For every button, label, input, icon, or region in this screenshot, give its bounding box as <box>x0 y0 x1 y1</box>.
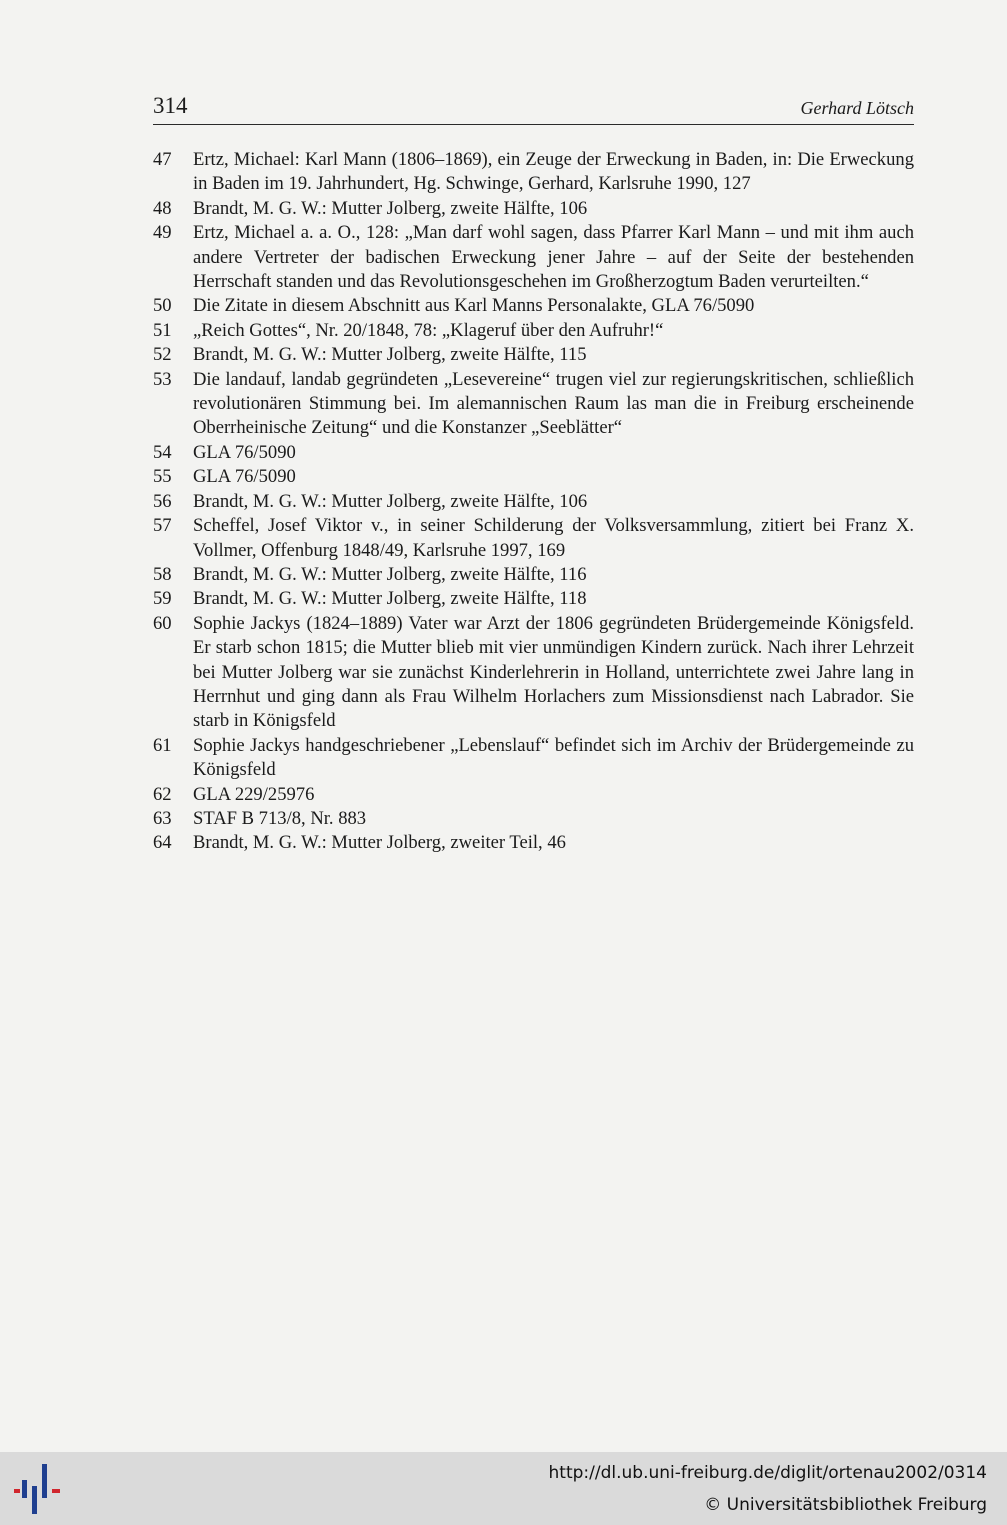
footnote-number: 55 <box>153 466 172 488</box>
footnote <box>153 197 914 221</box>
footnote <box>153 221 914 294</box>
footnote-text: STAF B 713/8, Nr. 883 <box>193 807 367 829</box>
footnote-list <box>153 148 914 856</box>
footnote-text: Brandt, M. G. W.: Mutter Jolberg, zweite Hälfte, 115 <box>193 344 587 366</box>
footnote-text: Ertz, Michael a. a. O., 128: „Man darf wohl sagen, dass Pfarrer Karl Mann – und mit ihm auch andere Vertreter der badischen Erweckung jener Jahre – auf der Seite der bestehenden Herrschaft standen und das Revolutionsgeschehen im Großherzogtum Baden verurteilten.“ <box>193 222 914 293</box>
footnote-text: Brandt, M. G. W.: Mutter Jolberg, zweite Hälfte, 116 <box>193 563 587 585</box>
footnote <box>153 563 914 587</box>
footnote-number: 56 <box>153 490 172 512</box>
library-footer <box>0 1452 1007 1525</box>
running-head: Gerhard Lötsch <box>800 98 914 118</box>
footnote <box>153 294 914 318</box>
footnote-text: Scheffel, Josef Viktor v., in seiner Schilderung der Volksversammlung, zitiert bei Franz X. Vollmer, Offenburg 1848/49, Karlsruhe 1997, 169 <box>193 515 914 561</box>
footnote-text: Ertz, Michael: Karl Mann (1806–1869), ein Zeuge der Erweckung in Baden, in: Die Erweckung in Baden im 19. Jahrhundert, Hg. Schwinge, Gerhard, Karlsruhe 1990, 127 <box>193 149 914 195</box>
footnote-text: Die Zitate in diesem Abschnitt aus Karl Manns Personalakte, GLA 76/5090 <box>193 295 755 317</box>
footnote-text: Sophie Jackys handgeschriebener „Lebenslauf“ befindet sich im Archiv der Brüdergemeinde zu Königsfeld <box>193 734 914 781</box>
footnote-number: 54 <box>153 441 172 463</box>
footnote <box>153 148 914 197</box>
footnote-text: GLA 76/5090 <box>193 466 296 488</box>
footnote-text: Brandt, M. G. W.: Mutter Jolberg, zweite Hälfte, 106 <box>193 490 588 512</box>
footnote-text: Die landauf, landab gegründeten „Lesevereine“ trugen viel zur regierungskritischen, schließlich revolutionären Stimmung bei. Im alemannischen Raum las man die in Freiburg erscheinende Oberrheinische Zeitung“ und die Konstanzer „Seeblätter“ <box>193 368 914 439</box>
footnote-number: 48 <box>153 197 172 219</box>
footnote <box>153 441 914 465</box>
footnote-text: GLA 76/5090 <box>193 441 296 463</box>
page-number: 314 <box>153 93 188 118</box>
permalink-url[interactable]: http://dl.ub.uni-freiburg.de/diglit/ortenau2002/0314 <box>548 1463 987 1483</box>
footnote <box>153 368 914 441</box>
footnote <box>153 612 914 734</box>
copyright-notice: © Universitätsbibliothek Freiburg <box>704 1495 987 1515</box>
footnote-number: 60 <box>153 612 172 634</box>
footnote-number: 52 <box>153 344 172 366</box>
footnote-number: 51 <box>153 319 172 341</box>
page-header <box>153 92 914 125</box>
footnote <box>153 490 914 514</box>
footnote-text: Sophie Jackys (1824–1889) Vater war Arzt der 1806 gegründeten Brüdergemeinde Königsfeld. Er starb schon 1815; die Mutter blieb mit vier unmündigen Kindern zurück. Nach ihrer Lehrzeit bei Mutter Jolberg war sie zunächst Kinderlehrerin in Holland, unterrichtete zwei Jahre lang in Herrnhut und ging dann als Frau Wilhelm Horlachers zum Missionsdienst nach Labrador. Sie starb in Königsfeld <box>193 612 914 732</box>
footnote <box>153 807 914 831</box>
footnote-number: 61 <box>153 734 172 756</box>
footnote <box>153 783 914 807</box>
footnote-text: Brandt, M. G. W.: Mutter Jolberg, zweiter Teil, 46 <box>193 832 566 854</box>
footnote <box>153 319 914 343</box>
footnote-number: 62 <box>153 783 172 805</box>
ub-freiburg-logo-icon <box>12 1462 64 1514</box>
footnote <box>153 831 914 855</box>
footnote-number: 49 <box>153 222 172 244</box>
footnote-number: 59 <box>153 588 172 610</box>
footnote <box>153 514 914 563</box>
footnote <box>153 343 914 367</box>
footnote-text: GLA 229/25976 <box>193 783 315 805</box>
footnote <box>153 734 914 783</box>
footnote-number: 63 <box>153 807 172 829</box>
footnote <box>153 465 914 489</box>
footnote <box>153 587 914 611</box>
footnote-text: „Reich Gottes“, Nr. 20/1848, 78: „Klageruf über den Aufruhr!“ <box>193 319 664 341</box>
footnote-text: Brandt, M. G. W.: Mutter Jolberg, zweite Hälfte, 118 <box>193 588 587 610</box>
footnote-number: 57 <box>153 515 172 537</box>
footnote-number: 58 <box>153 563 172 585</box>
footnote-number: 47 <box>153 149 172 170</box>
footnote-number: 53 <box>153 368 172 390</box>
footnote-number: 50 <box>153 295 172 317</box>
footnote-text: Brandt, M. G. W.: Mutter Jolberg, zweite Hälfte, 106 <box>193 197 588 219</box>
footnote-number: 64 <box>153 832 172 854</box>
